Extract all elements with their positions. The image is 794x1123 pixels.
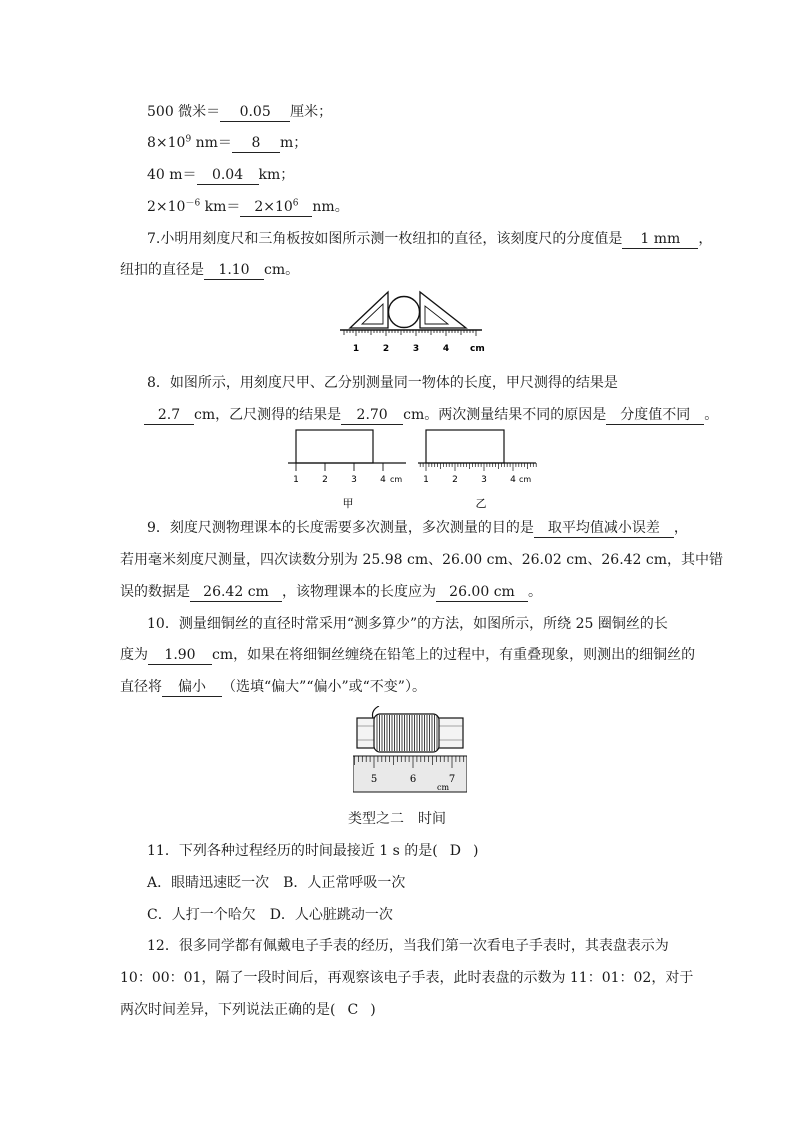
question-text: ， — [698, 231, 713, 247]
tick-label: 1 — [293, 475, 299, 485]
exponent: －6 — [185, 198, 201, 209]
right-triangle-inner — [425, 306, 448, 324]
object-block-yi — [426, 430, 504, 463]
conversion-text: 40 m＝ — [147, 167, 197, 183]
q7-line-1 — [147, 229, 712, 249]
q9-line-2 — [120, 550, 723, 570]
answer-blank: 1.10 — [204, 261, 264, 280]
ruler-yi-ticks — [420, 463, 536, 471]
unit-label: cm — [470, 344, 485, 354]
tick-label: 4 — [380, 475, 386, 485]
question-text: 。 — [528, 584, 542, 600]
tick-label: 4 — [510, 475, 516, 485]
q9-line-3 — [120, 582, 542, 602]
q10-figure — [353, 706, 467, 796]
question-text: 误的数据是 — [120, 584, 190, 600]
answer-choice: C — [347, 1002, 359, 1018]
conversion-1 — [147, 102, 332, 122]
q9-line-1 — [147, 518, 688, 538]
answer-blank: 26.42 cm — [190, 583, 282, 602]
tick-label: 1 — [423, 475, 429, 485]
question-text: cm，如果在将细铜丝缠绕在铅笔上的过程中，有重叠现象，则测出的细铜丝的 — [212, 647, 696, 663]
conversion-text: km； — [258, 167, 295, 183]
q10-line-3 — [120, 677, 426, 697]
conversion-text: nm＝ — [191, 135, 232, 151]
conversion-text: 厘米； — [290, 104, 333, 120]
object-block-jia — [296, 430, 373, 463]
question-text: 。 — [704, 407, 719, 423]
question-text: 8．如图所示，用刻度尺甲、乙分别测量同一物体的长度，甲尺测得的结果是 — [147, 375, 618, 391]
unit-label: cm — [437, 783, 450, 792]
q12-line-2: 10：00：01，隔了一段时间后，再观察该电子手表，此时表盘的示数为 11：01：02，对于 — [120, 970, 694, 986]
question-text: cm。两次测量结果不同的原因是 — [403, 407, 607, 423]
answer-blank: 0.04 — [197, 166, 259, 185]
q12-line-1: 12．很多同学都有佩戴电子手表的经历，当我们第一次看电子手表时，其表盘表示为 — [147, 938, 669, 954]
question-text: 11．下列各种过程经历的时间最接近 1 s 的是( — [147, 843, 438, 859]
button-circle — [389, 297, 420, 328]
q11-stem — [147, 841, 478, 861]
answer-blank: 8 — [232, 134, 280, 153]
answer-blank: 26.00 cm — [436, 583, 528, 602]
question-text: ) — [472, 843, 479, 859]
tick-label: 6 — [409, 774, 417, 785]
conversion-4 — [147, 197, 349, 217]
conversion-text: m； — [279, 135, 308, 151]
question-text: cm，乙尺测得的结果是 — [194, 407, 342, 423]
q8-line-1 — [147, 373, 618, 393]
question-text: ，该物理课本的长度应为 — [282, 584, 436, 600]
unit-label: cm — [390, 475, 403, 484]
question-text: ) — [370, 1002, 376, 1018]
conversion-text: 500 微米＝ — [147, 104, 221, 120]
ruler-ticks — [344, 330, 476, 336]
question-text: ， — [673, 520, 688, 536]
question-text: 两次时间差异，下列说法正确的是( — [120, 1002, 336, 1018]
exponent: 6 — [292, 198, 299, 209]
conversion-text: 8×10 — [147, 135, 186, 151]
q11-options-ab: A．眼睛迅速眨一次 B．人正常呼吸一次 — [147, 875, 406, 891]
answer-text: 2×10 — [254, 199, 293, 215]
answer-blank: 1.90 — [148, 646, 212, 665]
left-triangle — [350, 292, 388, 328]
question-text: 10．测量细铜丝的直径时常采用“测多算少”的方法，如图所示，所绕 25 圈铜丝的长 — [147, 616, 668, 632]
question-text: 7.小明用刻度尺和三角板按如图所示测一枚纽扣的直径，该刻度尺的分度值是 — [147, 231, 623, 247]
answer-blank: 分度值不同 — [606, 406, 704, 425]
question-text: 若用毫米刻度尺测量，四次读数分别为 25.98 cm、26.00 cm、26.02 cm、26.42 cm，其中错 — [120, 552, 724, 568]
q7-figure — [336, 288, 486, 358]
answer-blank — [240, 198, 312, 217]
tick-label: 2 — [452, 475, 458, 485]
question-text: cm。 — [264, 262, 300, 278]
tick-label: 3 — [412, 344, 420, 354]
right-triangle — [420, 292, 466, 328]
answer-blank: 0.05 — [220, 103, 290, 122]
question-text: 度为 — [120, 647, 148, 663]
tick-label: 2 — [382, 344, 390, 354]
question-text: 9．刻度尺测物理课本的长度需要多次测量，多次测量的目的是 — [147, 520, 534, 536]
unit-label: cm — [519, 475, 532, 484]
question-text: 纽扣的直径是 — [120, 262, 204, 278]
label-jia: 甲 — [342, 497, 354, 510]
question-text: （选填“偏大”“偏小”或“不变”）。 — [222, 679, 426, 695]
tick-label: 3 — [481, 475, 487, 485]
q7-line-2 — [120, 260, 299, 280]
q10-line-2 — [120, 645, 695, 665]
q8-figure — [286, 427, 538, 512]
tick-label: 1 — [352, 344, 360, 354]
q8-line-2 — [144, 405, 718, 425]
answer-blank: 取平均值减小误差 — [534, 519, 674, 538]
ruler-jia-ticks — [296, 463, 383, 471]
q11-options-cd: C．人打一个哈欠 D．人心脏跳动一次 — [147, 907, 393, 923]
conversion-text: km＝ — [200, 199, 241, 215]
section-title: 类型之二 时间 — [348, 811, 446, 827]
tick-label: 7 — [448, 774, 456, 785]
tick-label: 2 — [322, 475, 328, 485]
answer-blank: 2.70 — [341, 406, 403, 425]
answer-blank: 1 mm — [622, 230, 698, 249]
q12-line-3 — [120, 1000, 376, 1020]
tick-label: 5 — [370, 774, 378, 785]
exponent: 9 — [185, 134, 192, 145]
tick-label: 4 — [442, 344, 450, 354]
answer-blank: 偏小 — [162, 678, 222, 697]
question-text: 直径将 — [120, 679, 162, 695]
answer-blank: 2.7 — [144, 406, 194, 425]
q10-line-1 — [147, 614, 668, 634]
conversion-3 — [147, 165, 294, 185]
conversion-text: nm。 — [312, 199, 349, 215]
conversion-2 — [147, 133, 307, 153]
label-yi: 乙 — [475, 497, 487, 510]
answer-choice: D — [449, 843, 461, 859]
conversion-text: 2×10 — [147, 199, 186, 215]
tick-label: 3 — [351, 475, 357, 485]
